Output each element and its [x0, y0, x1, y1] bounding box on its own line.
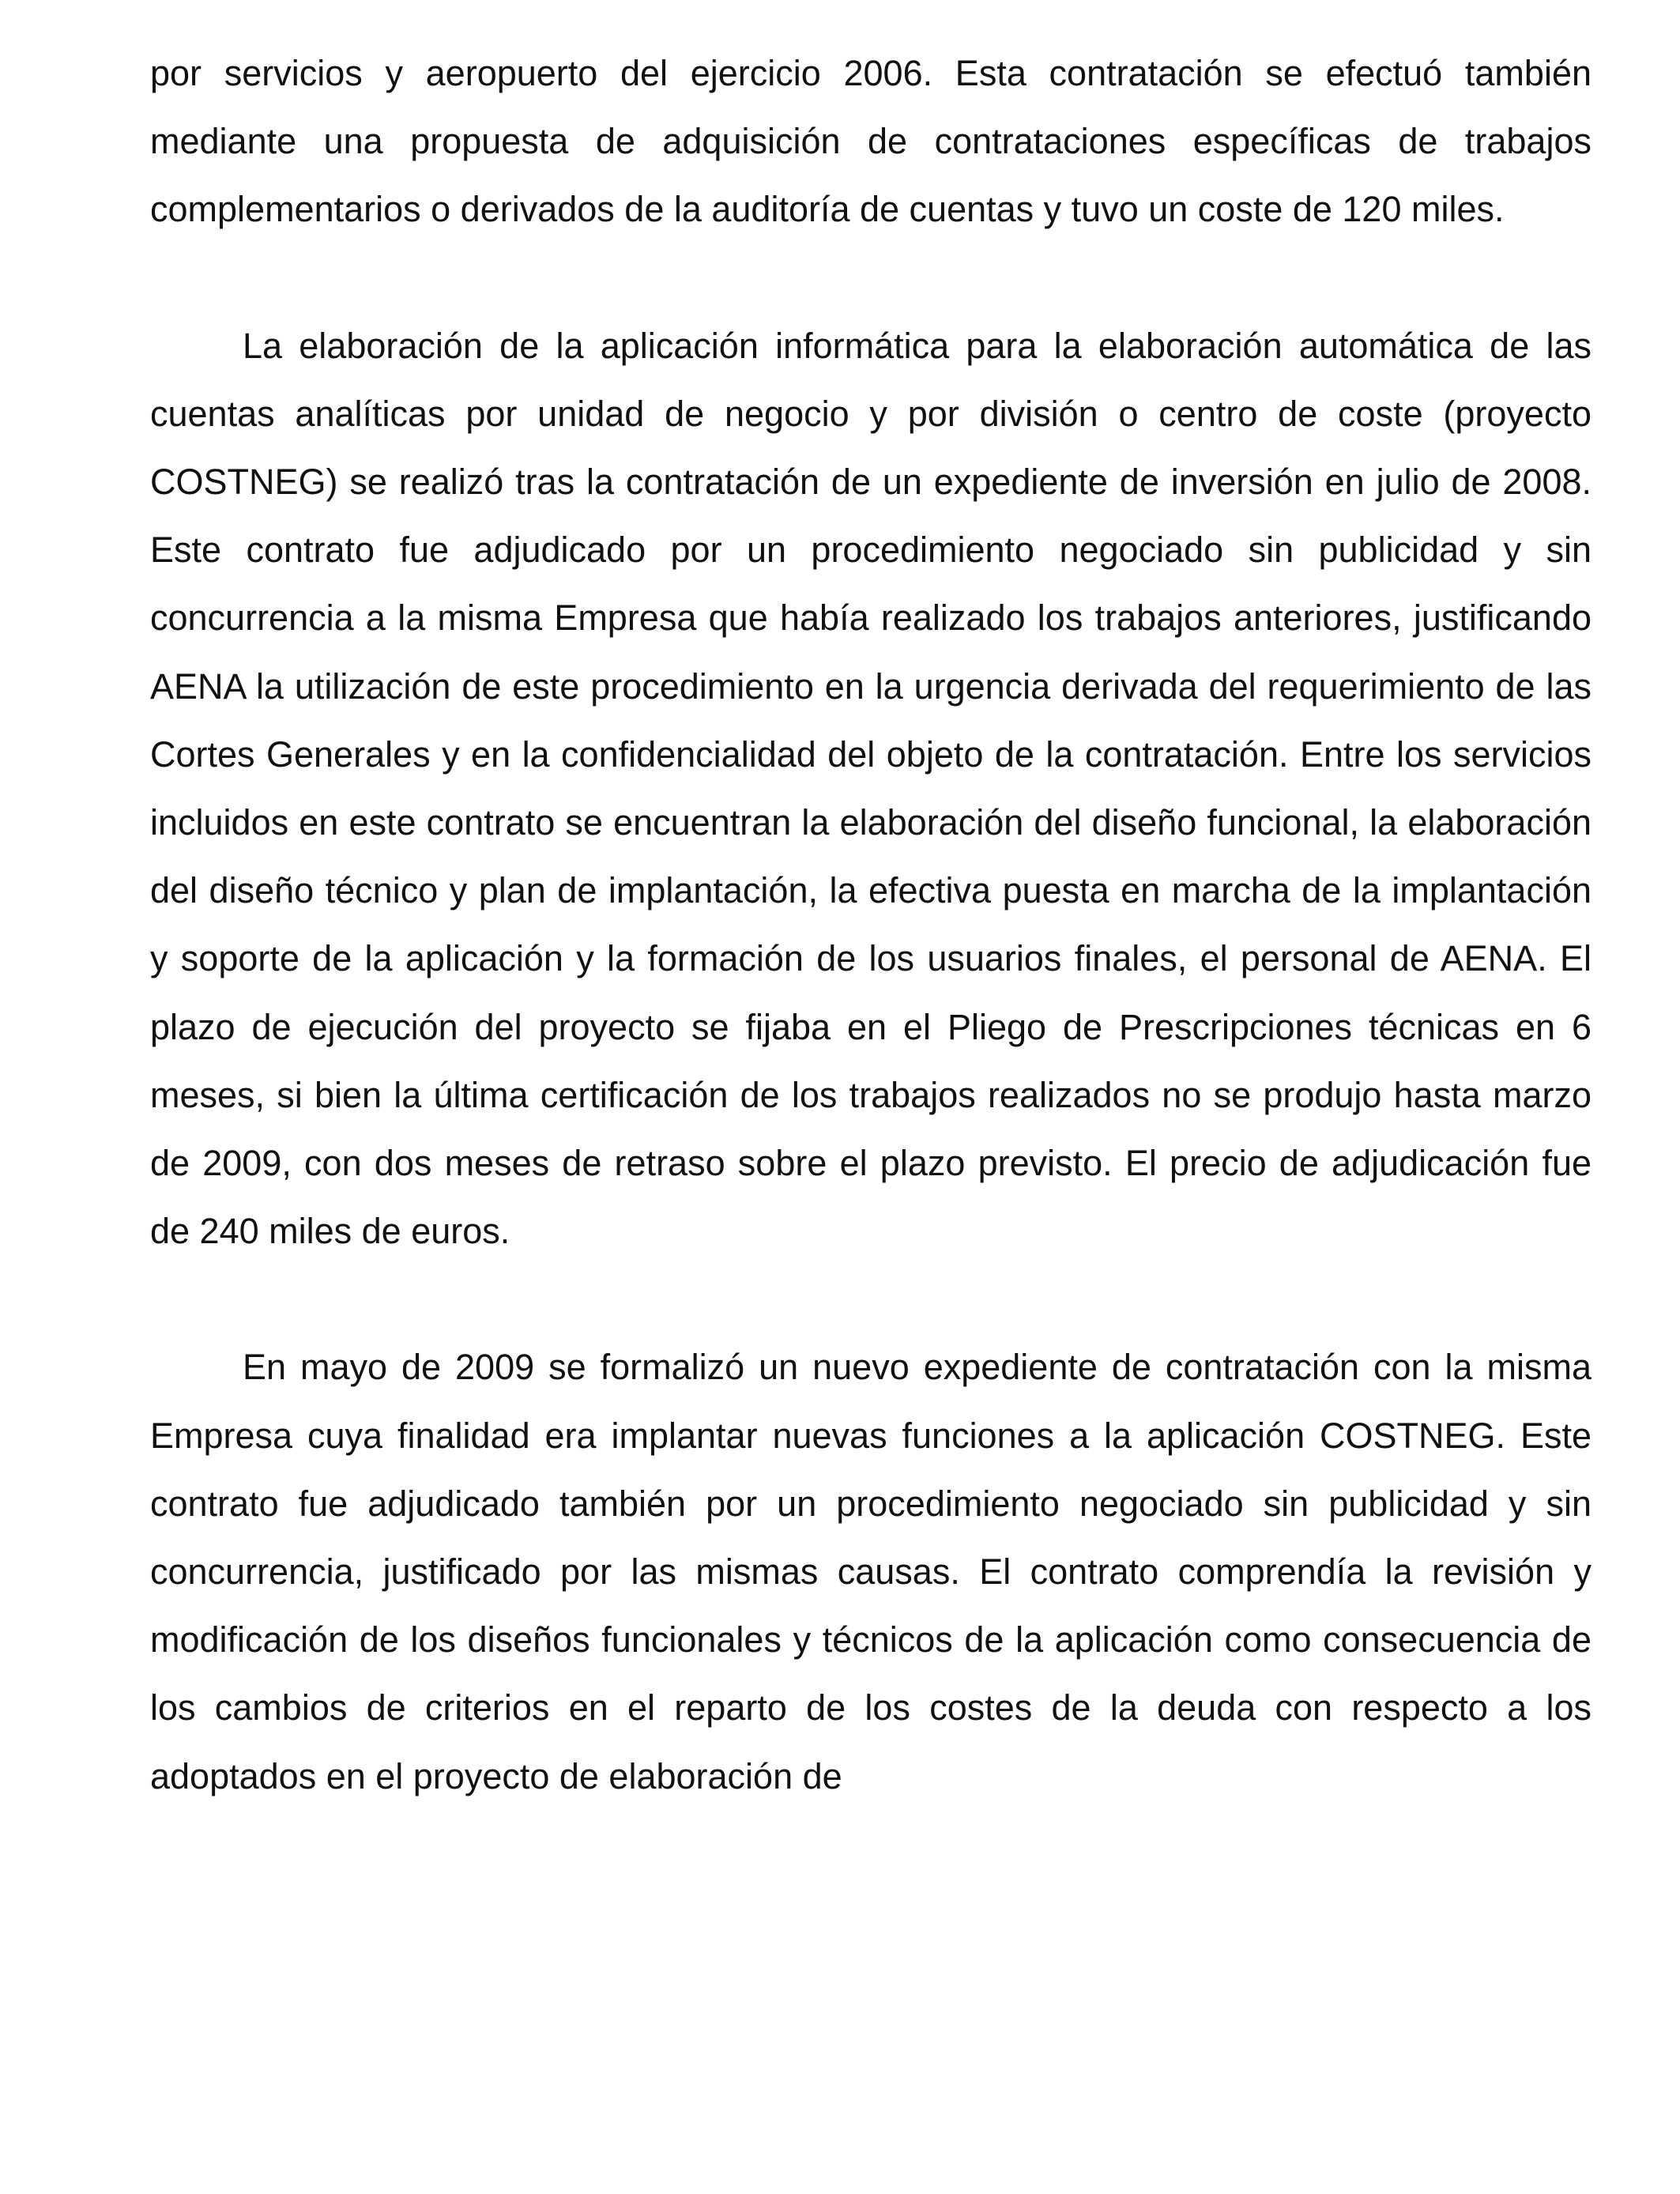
body-text: [150, 40, 1591, 1811]
paragraph-2: La elaboración de la aplicación informática para la elaboración automática de las cuentas analíticas por unidad de negocio y por división o centro de coste (proyecto COSTNEG) se realizó tras la contratación de un expediente de inversión en julio de 2008. Este contrato fue adjudicado por un procedimiento negociado sin publicidad y sin concurrencia a la misma Empresa que había realizado los trabajos anteriores, justificando AENA la utilización de este procedimiento en la urgencia derivada del requerimiento de las Cortes Generales y en la confidencialidad del objeto de la contratación. Entre los servicios incluidos en este contrato se encuentran la elaboración del diseño funcional, la elaboración del diseño técnico y plan de implantación, la efectiva puesta en marcha de la implantación y soporte de la aplicación y la formación de los usuarios finales, el personal de AENA. El plazo de ejecución del proyecto se fijaba en el Pliego de Prescripciones técnicas en 6 meses, si bien la última certificación de los trabajos realizados no se produjo hasta marzo de 2009, con dos meses de retraso sobre el plazo previsto. El precio de adjudicación fue de 240 miles de euros.: [150, 325, 1591, 1252]
paragraph-3: En mayo de 2009 se formalizó un nuevo expediente de contratación con la misma Empresa cuya finalidad era implantar nuevas funciones a la aplicación COSTNEG. Este contrato fue adjudicado también por un procedimiento negociado sin publicidad y sin concurrencia, justificado por las mismas causas. El contrato comprendía la revisión y modificación de los diseños funcionales y técnicos de la aplicación como consecuencia de los cambios de criterios en el reparto de los costes de la deuda con respecto a los adoptados en el proyecto de elaboración de: [150, 1347, 1591, 1796]
paragraph-1: por servicios y aeropuerto del ejercicio 2006. Esta contratación se efectuó también mediante una propuesta de adquisición de contrataciones específicas de trabajos complementarios o derivados de la auditoría de cuentas y tuvo un coste de 120 miles.: [150, 53, 1591, 230]
